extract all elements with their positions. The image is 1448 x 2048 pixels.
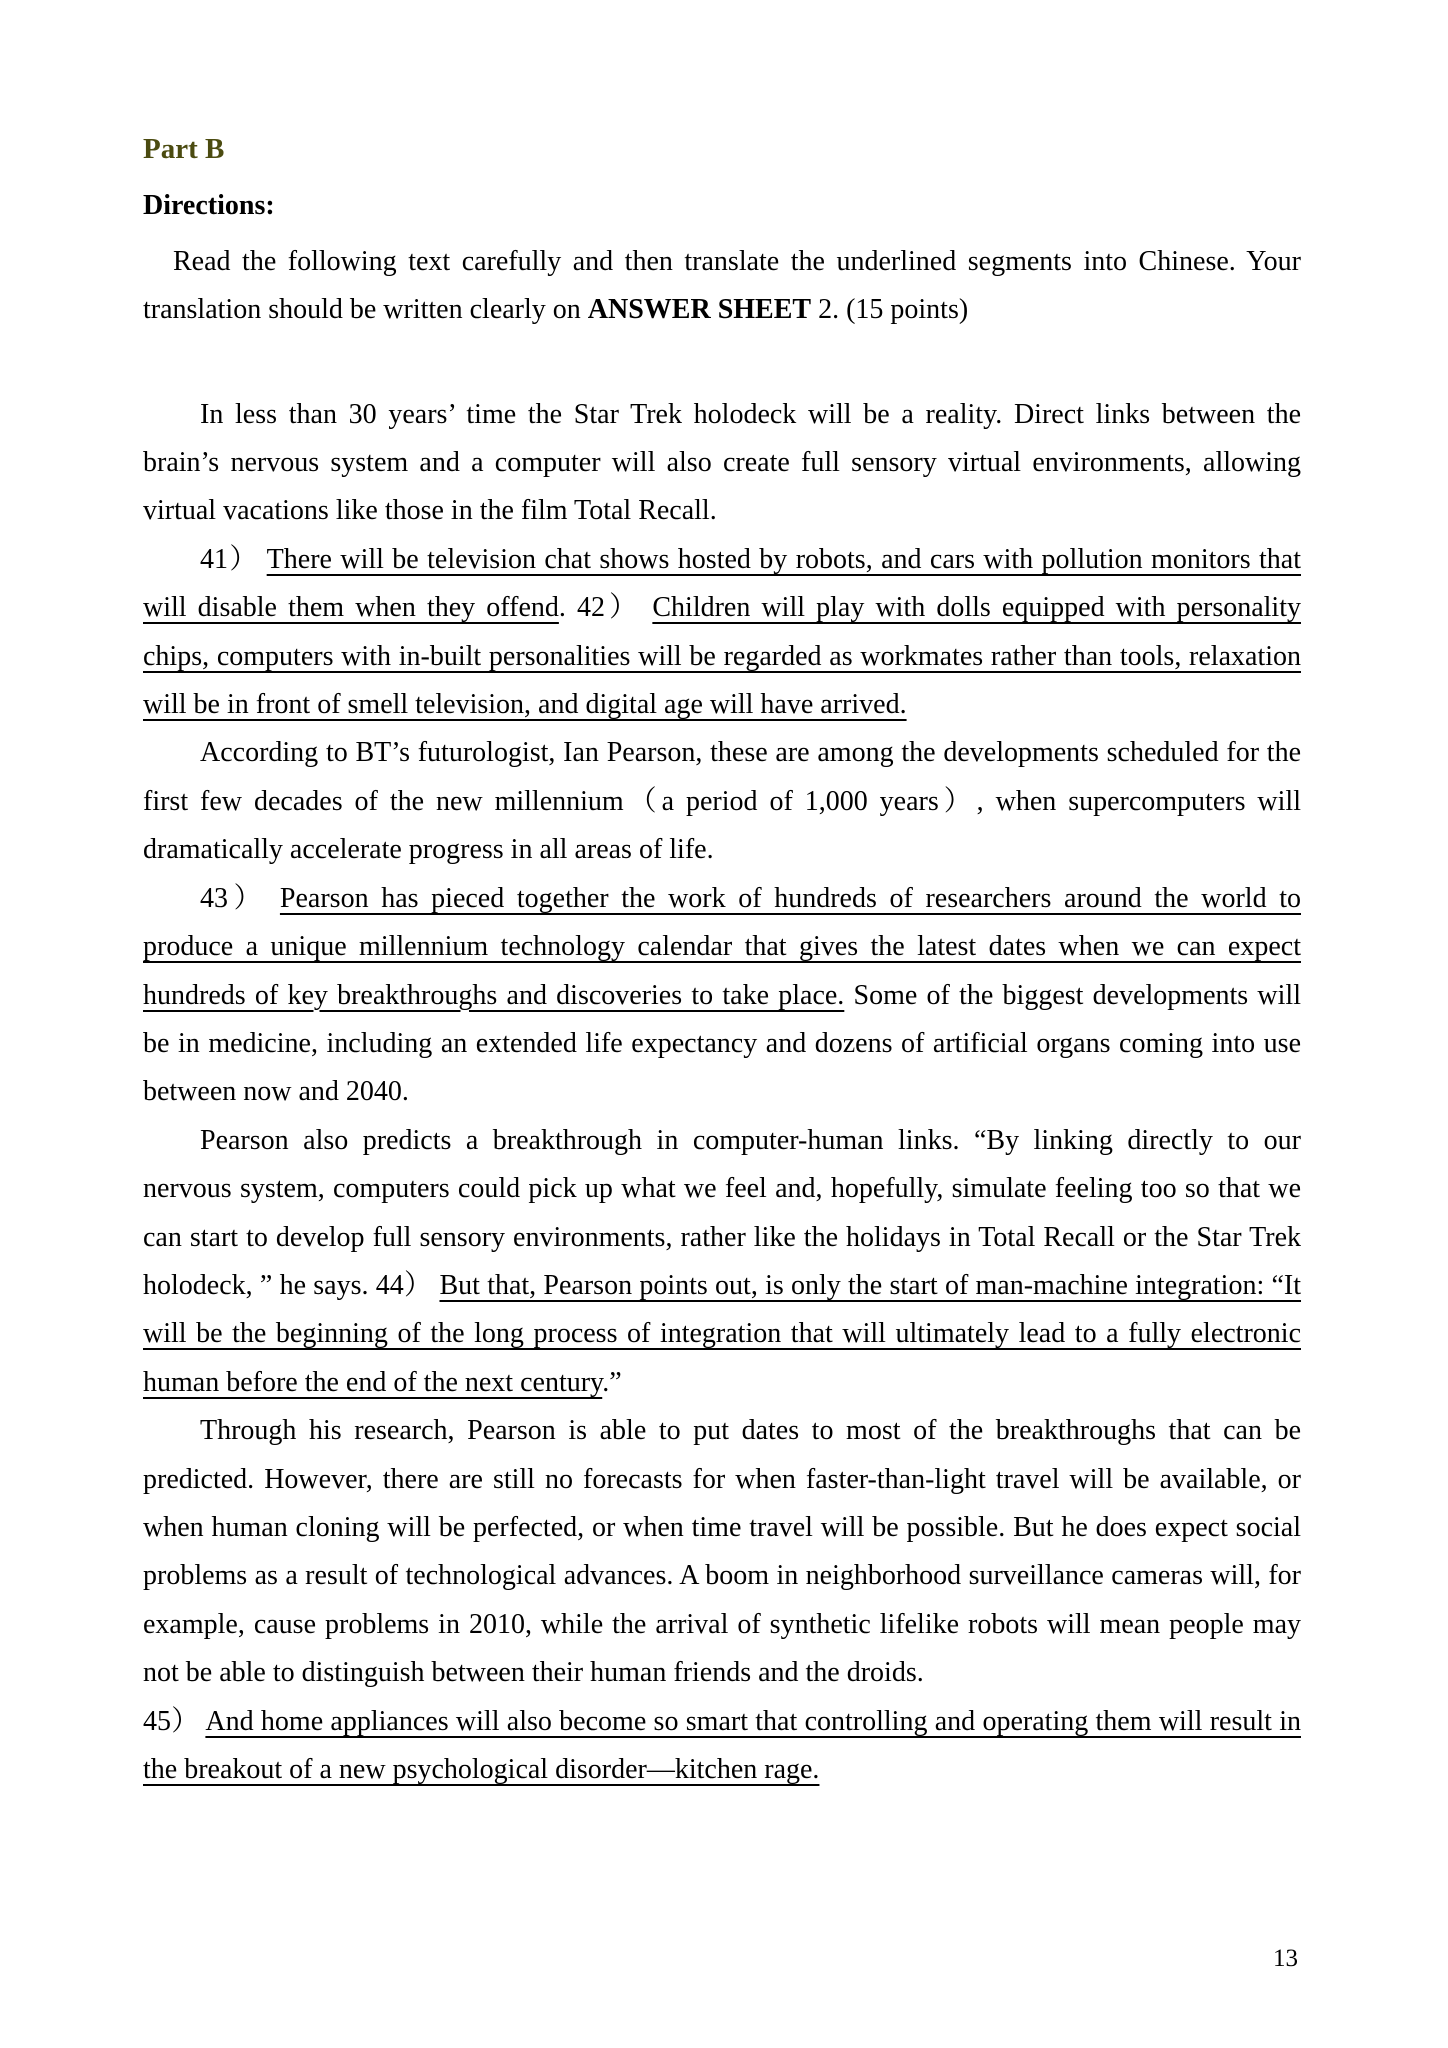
paragraph: [143, 729, 1301, 874]
underlined-segment: There will be television chat shows hosted by robots, and cars with pollution monitors that will disable them when they offend: [143, 543, 1301, 624]
text-run: In less than 30 years’ time the Star Trek holodeck will be a reality. Direct links between the brain’s nervous system and a computer will also create full sensory virtual environments, allowing virtual vacations like those in the film Total Recall.: [143, 398, 1301, 527]
text-run: 45）: [143, 1705, 206, 1737]
bold-text: ANSWER SHEET: [587, 294, 812, 326]
part-label: Part B: [143, 133, 225, 165]
text-run: 43）: [200, 882, 280, 914]
text-run: Pearson also predicts a breakthrough in computer-human links. “By linking directly to our nervous system, computers could pick up what we feel and, hopefully, simulate feeling too so that we can start to develop full sensory environments, rather like the holidays in Total Recall or the Star Trek holodeck, ” he says. 44）: [143, 1124, 1301, 1301]
text-run: 41）: [200, 543, 267, 575]
text-run: Through his research, Pearson is able to put dates to most of the breakthroughs that can be predicted. However, there are still no forecasts for when faster-than-light travel will be available, or when human cloning will be perfected, or when time travel will be possible. But he does expect social problems as a result of technological advances. A boom in neighborhood surveillance cameras will, for example, cause problems in 2010, while the arrival of synthetic lifelike robots will mean people may not be able to distinguish between their human friends and the droids.: [143, 1415, 1301, 1689]
underlined-segment: Children will play with dolls equipped with personality chips, computers with in-built personalities will be regarded as workmates rather than tools, relaxation will be in front of smell television, and digital age will have arrived.: [143, 592, 1301, 721]
paragraph: [143, 1117, 1301, 1407]
text-run: 2. (15 points): [811, 294, 969, 326]
directions-label: Directions:: [143, 190, 275, 222]
paragraph: [143, 1407, 1301, 1697]
paragraph: [143, 391, 1301, 536]
page-number: 13: [1273, 1945, 1298, 1972]
text-run: Some of the biggest developments will be in medicine, including an extended life expectancy and dozens of artificial organs coming into use between now and 2040.: [143, 979, 1301, 1108]
text-run: According to BT’s futurologist, Ian Pearson, these are among the developments scheduled for the first few decades of the new millennium（a period of 1,000 years）, when supercomputers will dramatically accelerate progress in all areas of life.: [143, 737, 1301, 866]
paragraph: [143, 238, 1301, 335]
text-run: .”: [602, 1366, 622, 1398]
underlined-segment: And home appliances will also become so smart that controlling and operating them will result in the breakout of a new psychological disorder—kitchen rage.: [143, 1705, 1301, 1785]
text-run: Read the following text carefully and then translate the underlined segments into Chinese. Your translation should be written clearly on: [143, 245, 1301, 326]
paragraph: [143, 536, 1301, 730]
paragraph: [143, 875, 1301, 1117]
paragraph: [143, 1698, 1301, 1795]
document-body: [143, 238, 1301, 1795]
underlined-segment: But that, Pearson points out, is only the start of man-machine integration: “It will be the beginning of the long process of integration that will ultimately lead to a fully electronic human before the end of the next century: [143, 1269, 1302, 1398]
underlined-segment: Pearson has pieced together the work of hundreds of researchers around the world to produce a unique millennium technology calendar that gives the latest dates when we can expect hundreds of key breakthroughs and discoveries to take place.: [143, 882, 1301, 1011]
text-run: . 42）: [558, 592, 653, 624]
